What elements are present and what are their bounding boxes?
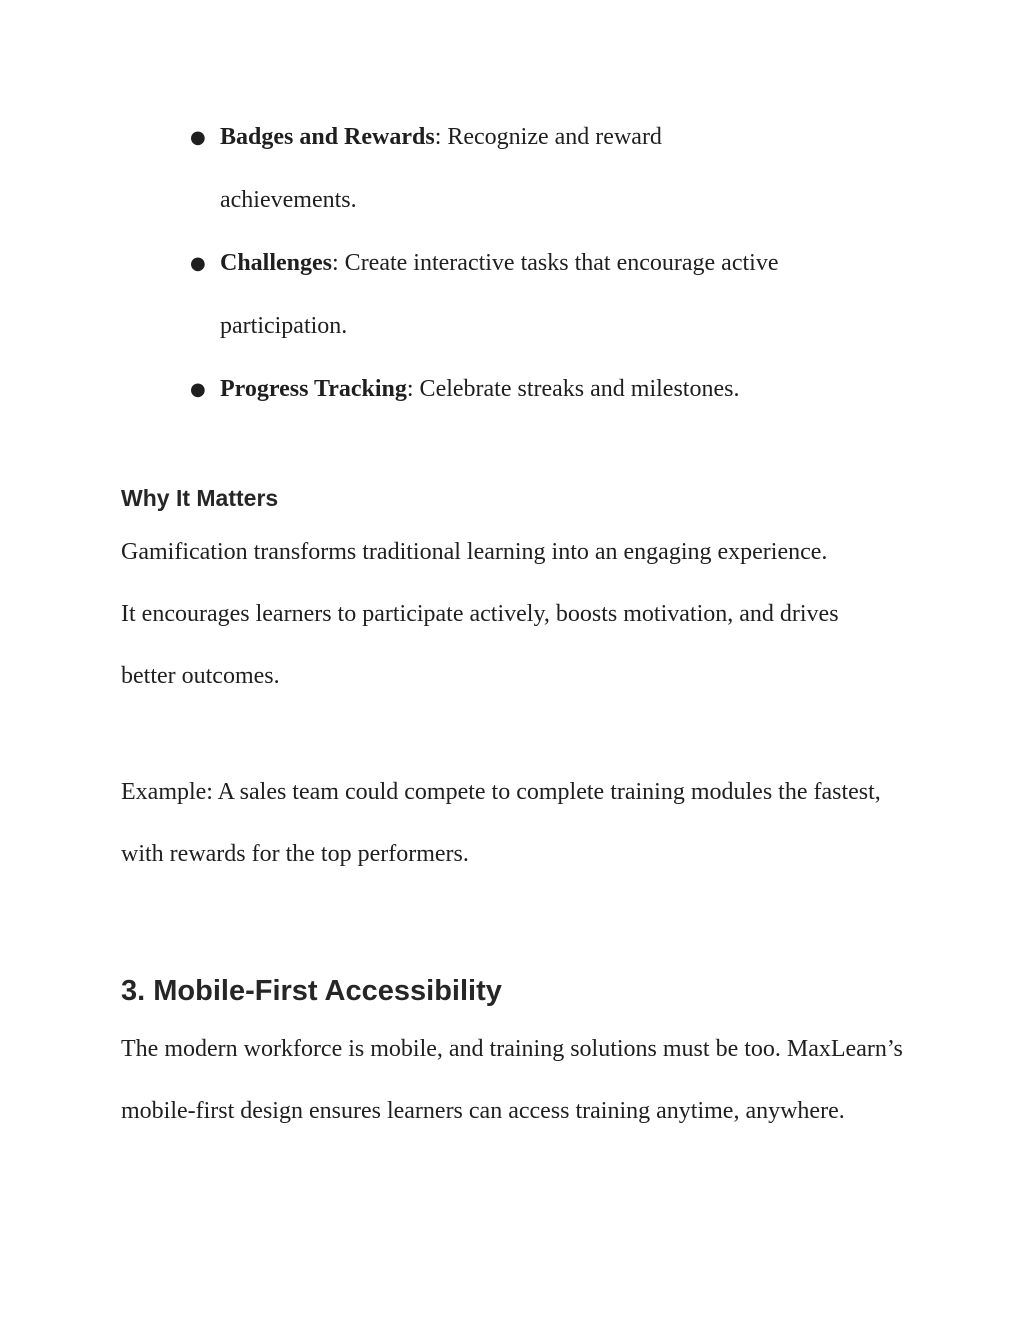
bullet-term: Progress Tracking	[220, 376, 407, 402]
bullet-text: : Celebrate streaks and milestones.	[406, 376, 740, 402]
list-item	[190, 232, 890, 358]
bullet-dot-icon: ●	[190, 253, 206, 274]
bullet-term: Badges and Rewards	[220, 124, 435, 150]
section-heading-why-it-matters: Why It Matters	[121, 485, 279, 511]
section-heading-mobile-first: 3. Mobile-First Accessibility	[121, 975, 502, 1007]
feature-bullet-list	[190, 106, 890, 421]
bullet-dot-icon: ●	[190, 127, 206, 148]
list-item	[190, 106, 780, 232]
bullet-text: : Recognize and reward achievements.	[220, 124, 662, 213]
example-paragraph: Example: A sales team could compete to complete training modules the fastest, with rewards for the top performers.	[121, 779, 881, 867]
list-item	[190, 358, 890, 421]
bullet-text: : Create interactive tasks that encourage active participation.	[220, 250, 779, 339]
why-it-matters-paragraph: Gamification transforms traditional learning into an engaging experience. It encourages learners to participate actively, boosts motivation, and drives better outcomes.	[121, 539, 839, 689]
bullet-dot-icon: ●	[190, 379, 206, 400]
mobile-first-paragraph: The modern workforce is mobile, and training solutions must be too. MaxLearn’s mobile-first design ensures learners can access training anytime, anywhere.	[121, 1036, 903, 1124]
bullet-term: Challenges	[220, 250, 333, 276]
